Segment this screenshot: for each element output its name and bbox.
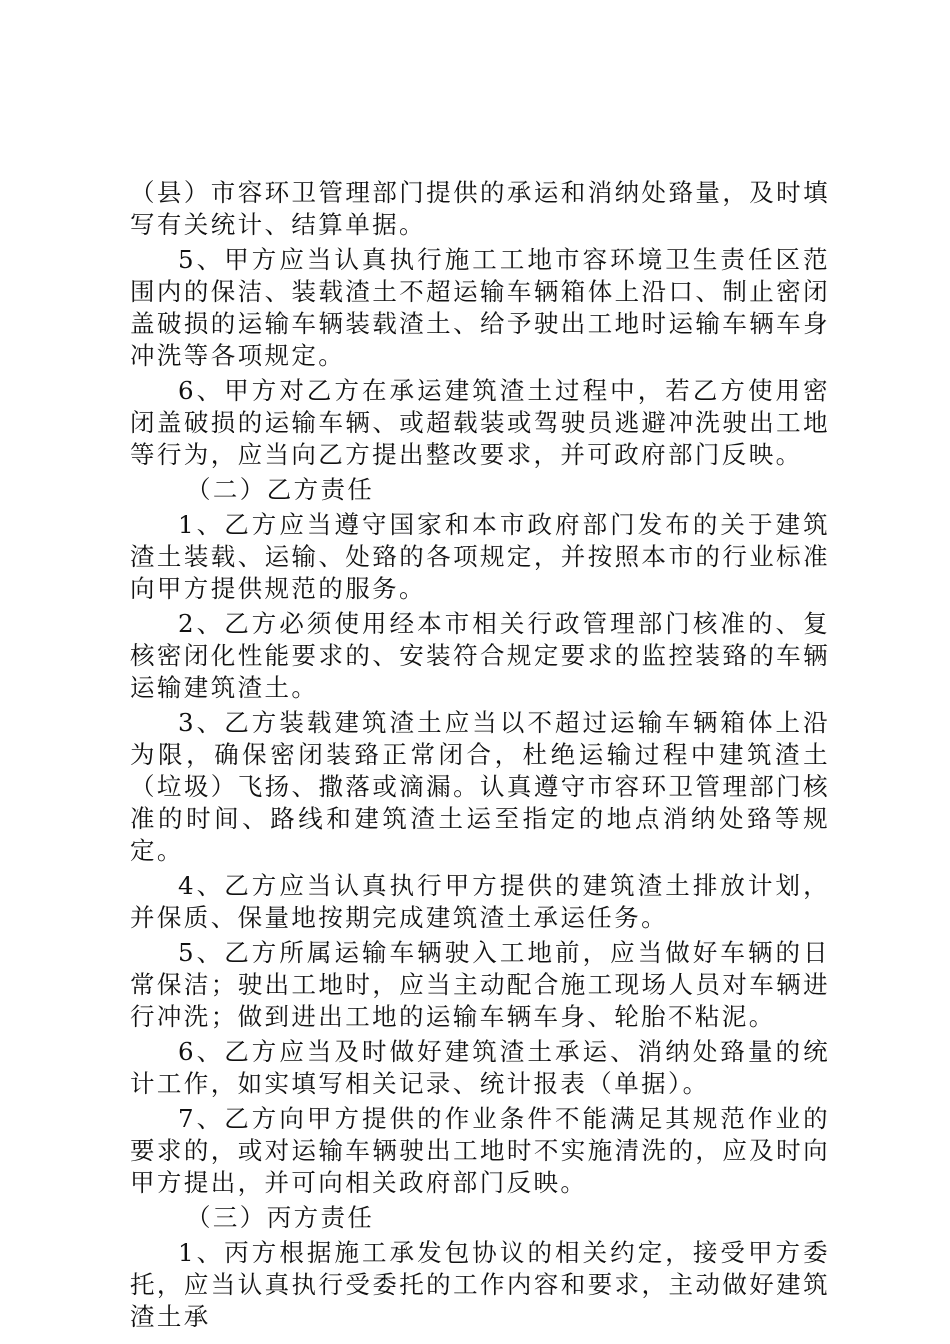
- paragraph-continuation: （县）市容环卫管理部门提供的承运和消纳处臵量，及时填写有关统计、结算单据。: [130, 178, 830, 239]
- paragraph-party-b-item-7: 7、乙方向甲方提供的作业条件不能满足其规范作业的要求的，或对运输车辆驶出工地时不实施清洗的，应及时向甲方提出，并可向相关政府部门反映。: [130, 1104, 830, 1197]
- paragraph-party-c-item-1: 1、丙方根据施工承发包协议的相关约定，接受甲方委托，应当认真执行受委托的工作内容和要求，主动做好建筑渣土承: [130, 1238, 830, 1331]
- document-page: [130, 177, 830, 1336]
- paragraph-party-b-item-5: 5、乙方所属运输车辆驶入工地前，应当做好车辆的日常保洁；驶出工地时，应当主动配合施工现场人员对车辆进行冲洗；做到进出工地的运输车辆车身、轮胎不粘泥。: [130, 938, 830, 1031]
- paragraph-party-b-item-1: 1、乙方应当遵守国家和本市政府部门发布的关于建筑渣土装载、运输、处臵的各项规定，并按照本市的行业标准向甲方提供规范的服务。: [130, 510, 830, 603]
- section-heading-party-b: （二）乙方责任: [186, 475, 375, 504]
- paragraph-party-b-item-6: 6、乙方应当及时做好建筑渣土承运、消纳处臵量的统计工作，如实填写相关记录、统计报表（单据）。: [130, 1037, 830, 1098]
- section-heading-party-c: （三）丙方责任: [186, 1203, 375, 1232]
- paragraph-party-a-item-6: 6、甲方对乙方在承运建筑渣土过程中，若乙方使用密闭盖破损的运输车辆、或超载装或驾驶员逃避冲洗驶出工地等行为，应当向乙方提出整改要求，并可政府部门反映。: [130, 376, 830, 469]
- paragraph-party-b-item-4: 4、乙方应当认真执行甲方提供的建筑渣土排放计划，并保质、保量地按期完成建筑渣土承运任务。: [130, 871, 830, 932]
- paragraph-party-b-item-2: 2、乙方必须使用经本市相关行政管理部门核准的、复核密闭化性能要求的、安装符合规定要求的监控装臵的车辆运输建筑渣土。: [130, 609, 830, 702]
- paragraph-party-a-item-5: 5、甲方应当认真执行施工工地市容环境卫生责任区范围内的保洁、装载渣土不超运输车辆箱体上沿口、制止密闭盖破损的运输车辆装载渣土、给予驶出工地时运输车辆车身冲洗等各项规定。: [130, 245, 830, 370]
- paragraph-party-b-item-3: 3、乙方装载建筑渣土应当以不超过运输车辆箱体上沿为限，确保密闭装臵正常闭合，杜绝运输过程中建筑渣土（垃圾）飞扬、撒落或滴漏。认真遵守市容环卫管理部门核准的时间、路线和建筑渣土运至指定的地点消纳处臵等规定。: [130, 708, 830, 865]
